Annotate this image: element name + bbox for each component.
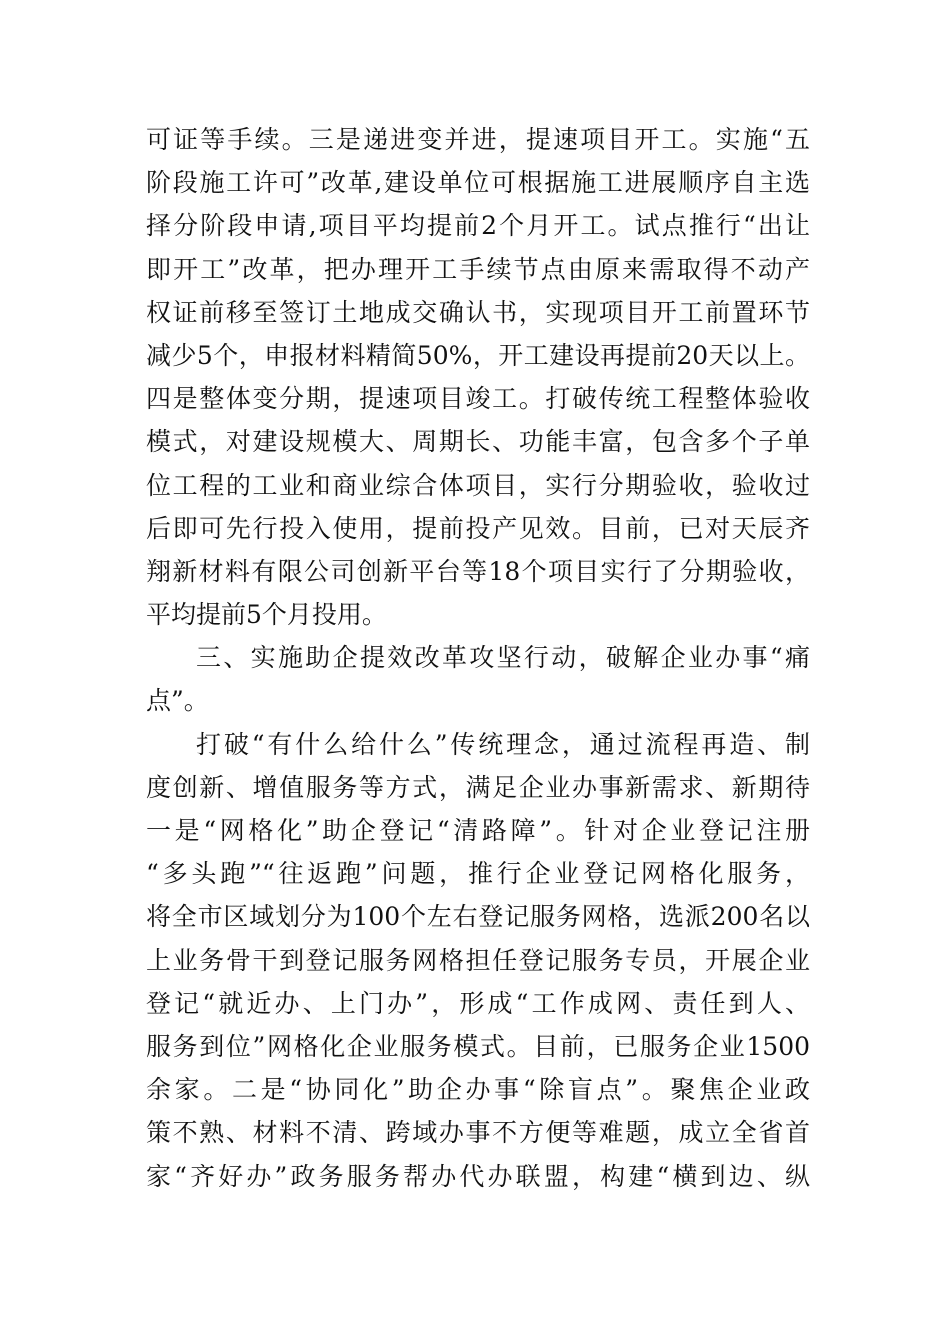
text-line: 即开工”改革，把办理开工手续节点由原来需取得不动产 — [146, 254, 810, 284]
text-line: 择分阶段申请,项目平均提前2个月开工。试点推行“出让 — [146, 211, 810, 241]
text-line: 可证等手续。三是递进变并进，提速项目开工。实施“五 — [146, 125, 810, 154]
text-line: 登记“就近办、上门办”，形成“工作成网、责任到人、 — [146, 988, 810, 1018]
text-line: 翔新材料有限公司创新平台等18个项目实行了分期验收， — [146, 556, 810, 586]
document-body — [146, 118, 810, 1198]
section-heading: 三、实施助企提效改革攻坚行动，破解企业办事“痛 — [196, 643, 810, 673]
text-line: 家“齐好办”政务服务帮办代办联盟，构建“横到边、纵 — [146, 1161, 810, 1191]
text-line: 将全市区域划分为100个左右登记服务网格，选派200名以 — [146, 902, 810, 932]
text-line: 权证前移至签订土地成交确认书，实现项目开工前置环节 — [146, 297, 810, 327]
text-line: 四是整体变分期，提速项目竣工。打破传统工程整体验收 — [146, 384, 810, 414]
paragraph-start: 打破“有什么给什么”传统理念，通过流程再造、制 — [196, 729, 810, 759]
text-line: 服务到位”网格化企业服务模式。目前，已服务企业1500 — [146, 1031, 810, 1061]
text-line: 度创新、增值服务等方式，满足企业办事新需求、新期待 — [146, 772, 810, 802]
text-line: 减少5个，申报材料精简50%，开工建设再提前20天以上。 — [146, 340, 810, 370]
text-line: 策不熟、材料不清、跨域办事不方便等难题，成立全省首 — [146, 1118, 810, 1148]
text-line: 阶段施工许可”改革,建设单位可根据施工进展顺序自主选 — [146, 168, 810, 198]
text-line: 上业务骨干到登记服务网格担任登记服务专员，开展企业 — [146, 945, 810, 975]
text-line: “多头跑”“往返跑”问题，推行企业登记网格化服务， — [146, 859, 810, 889]
text-line: 一是“网格化”助企登记“清路障”。针对企业登记注册 — [146, 816, 810, 845]
text-line: 后即可先行投入使用，提前投产见效。目前，已对天辰齐 — [146, 513, 810, 543]
text-line: 余家。二是“协同化”助企办事“除盲点”。聚焦企业政 — [146, 1075, 810, 1105]
text-line: 平均提前5个月投用。 — [146, 600, 387, 630]
section-heading-continued: 点”。 — [146, 686, 209, 716]
text-line: 模式，对建设规模大、周期长、功能丰富，包含多个子单 — [146, 427, 810, 457]
text-line: 位工程的工业和商业综合体项目，实行分期验收，验收过 — [146, 470, 810, 500]
